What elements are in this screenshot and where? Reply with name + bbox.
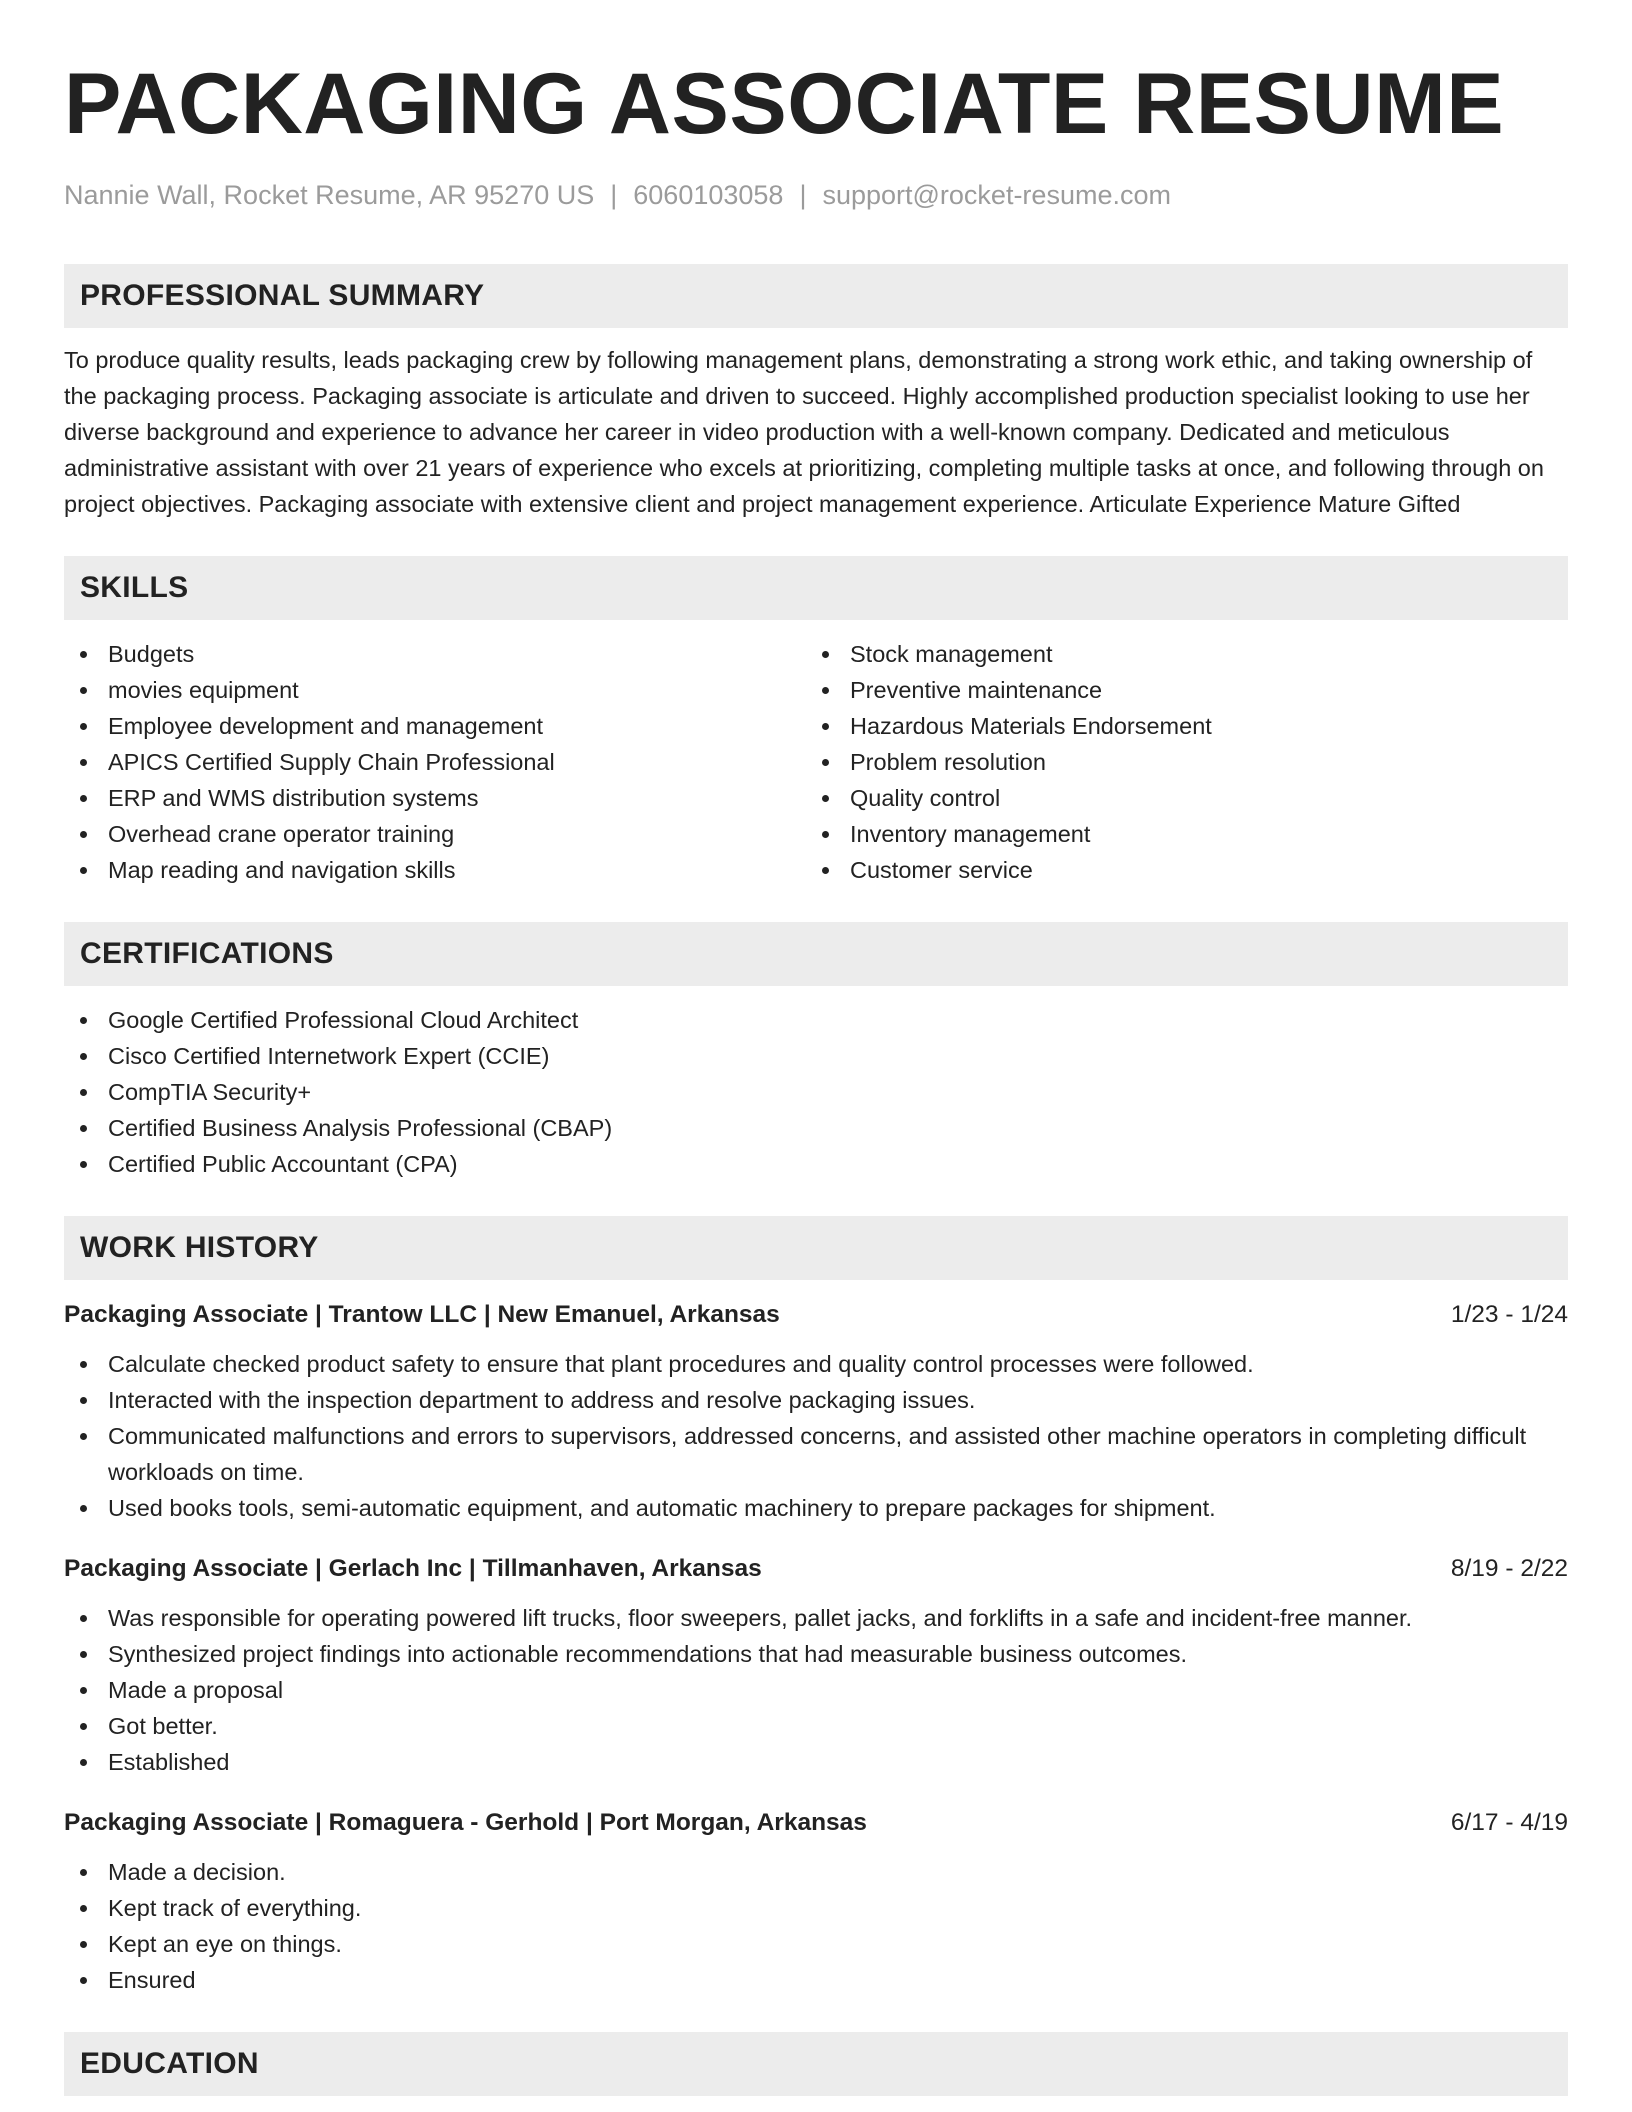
skills-column-left [64, 636, 806, 888]
job-bullet: Interacted with the inspection department to address and resolve packaging issues. [64, 1382, 1568, 1418]
certification-item: Certified Public Accountant (CPA) [64, 1146, 1568, 1182]
job-title: Packaging Associate | Trantow LLC | New Emanuel, Arkansas [64, 1301, 780, 1328]
section-header-skills: SKILLS [64, 556, 1568, 620]
skills-list [64, 636, 1568, 888]
resume-title: PACKAGING ASSOCIATE RESUME [64, 56, 1505, 152]
section-header-certifications: CERTIFICATIONS [64, 922, 1568, 986]
job-bullets [64, 1600, 1568, 1780]
skill-item: Stock management [806, 636, 1548, 672]
job-bullet: Ensured [64, 1962, 1568, 1998]
summary-text: To produce quality results, leads packaging crew by following management plans, demonstrating a strong work ethic, and taking ownership of the packaging process. Packaging associate is articulate and driven to succeed. Highly accomplished production specialist looking to use her diverse background and experience to advance her career in video production with a well-known company. Dedicated and meticulous administrative assistant with over 21 years of experience who excels at prioritizing, completing multiple tasks at once, and following through on project objectives. Packaging associate with extensive client and project management experience. Articulate Experience Mature Gifted [64, 347, 1544, 517]
certification-item: CompTIA Security+ [64, 1074, 1568, 1110]
skill-item: Customer service [806, 852, 1548, 888]
job-bullet: Used books tools, semi-automatic equipment, and automatic machinery to prepare packages for shipment. [64, 1490, 1568, 1526]
certifications-list [64, 1002, 1568, 1182]
contact-phone: 6060103058 [633, 180, 784, 210]
contact-line [64, 178, 1568, 212]
skill-item: Hazardous Materials Endorsement [806, 708, 1548, 744]
contact-address: Nannie Wall, Rocket Resume, AR 95270 US [64, 180, 595, 210]
skill-item: Problem resolution [806, 744, 1548, 780]
skill-item: Overhead crane operator training [64, 816, 806, 852]
job-bullet: Kept an eye on things. [64, 1926, 1568, 1962]
job-title: Packaging Associate | Romaguera - Gerhold | Port Morgan, Arkansas [64, 1809, 867, 1836]
resume-page [64, 0, 1568, 2096]
job-bullets [64, 1346, 1568, 1526]
skill-item: APICS Certified Supply Chain Professional [64, 744, 806, 780]
contact-separator: | [610, 180, 618, 210]
job-bullet: Kept track of everything. [64, 1890, 1568, 1926]
skills-column-right [806, 636, 1548, 888]
contact-separator: | [799, 180, 807, 210]
job-dates: 8/19 - 2/22 [1450, 1555, 1568, 1582]
job-dates: 6/17 - 4/19 [1450, 1809, 1568, 1836]
section-header-education: EDUCATION [64, 2032, 1568, 2096]
section-header-work-history: WORK HISTORY [64, 1216, 1568, 1280]
job-header [64, 1298, 1568, 1332]
job-bullet: Was responsible for operating powered lift trucks, floor sweepers, pallet jacks, and forklifts in a safe and incident-free manner. [64, 1600, 1568, 1636]
skill-item: Quality control [806, 780, 1548, 816]
job-bullet: Established [64, 1744, 1568, 1780]
job-title: Packaging Associate | Gerlach Inc | Tillmanhaven, Arkansas [64, 1555, 762, 1582]
job-bullet: Calculate checked product safety to ensure that plant procedures and quality control processes were followed. [64, 1346, 1568, 1382]
job-bullet: Communicated malfunctions and errors to supervisors, addressed concerns, and assisted other machine operators in completing difficult workloads on time. [64, 1418, 1568, 1490]
job-bullet: Synthesized project findings into actionable recommendations that had measurable business outcomes. [64, 1636, 1568, 1672]
skill-item: ERP and WMS distribution systems [64, 780, 806, 816]
skill-item: Budgets [64, 636, 806, 672]
skill-item: Map reading and navigation skills [64, 852, 806, 888]
certification-item: Google Certified Professional Cloud Architect [64, 1002, 1568, 1038]
skill-item: Inventory management [806, 816, 1548, 852]
contact-email: support@rocket-resume.com [822, 180, 1171, 210]
certification-item: Cisco Certified Internetwork Expert (CCIE) [64, 1038, 1568, 1074]
job-dates: 1/23 - 1/24 [1450, 1301, 1568, 1328]
skill-item: Preventive maintenance [806, 672, 1548, 708]
job-bullet: Got better. [64, 1708, 1568, 1744]
job-bullet: Made a proposal [64, 1672, 1568, 1708]
job-bullet: Made a decision. [64, 1854, 1568, 1890]
skill-item: Employee development and management [64, 708, 806, 744]
section-header-summary: PROFESSIONAL SUMMARY [64, 264, 1568, 328]
certification-item: Certified Business Analysis Professional (CBAP) [64, 1110, 1568, 1146]
job-entry [64, 1552, 1568, 1780]
skill-item: movies equipment [64, 672, 806, 708]
job-bullets [64, 1854, 1568, 1998]
job-header [64, 1552, 1568, 1586]
job-entry [64, 1298, 1568, 1526]
job-header [64, 1806, 1568, 1840]
job-entry [64, 1806, 1568, 1998]
